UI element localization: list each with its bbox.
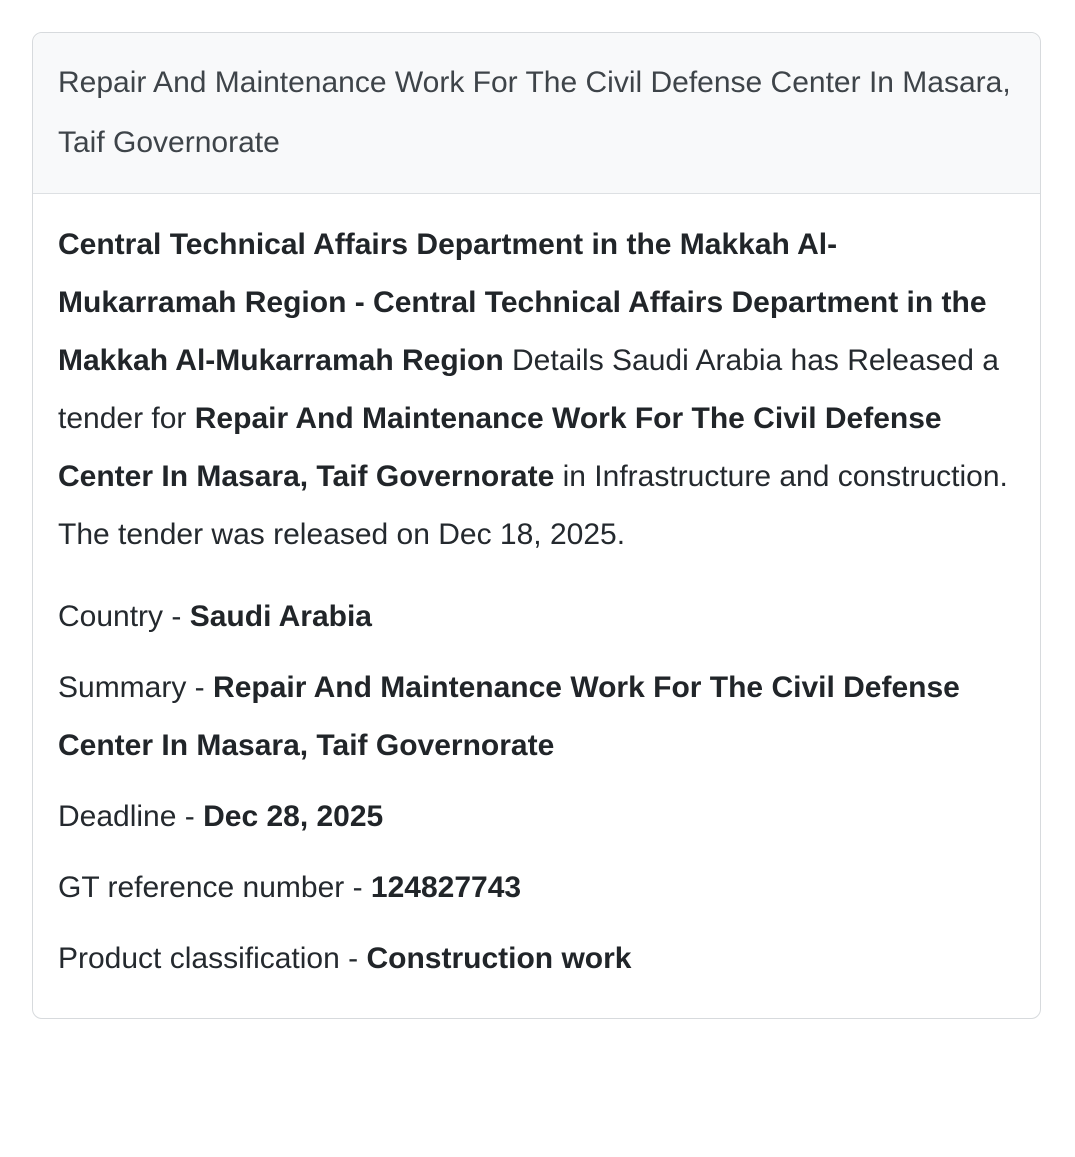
field-label-gt-reference: GT reference number - xyxy=(58,871,363,904)
description-release-sentence: Details Saudi Arabia has Released a tender for xyxy=(58,344,999,435)
field-row-country xyxy=(58,588,1015,646)
field-label-product-classification: Product classification - xyxy=(58,942,359,975)
description-tender-title: Repair And Maintenance Work For The Civil Defense Center In Masara, Taif Governorate xyxy=(58,402,942,493)
field-row-deadline xyxy=(58,788,1015,846)
field-value-deadline: Dec 28, 2025 xyxy=(203,800,384,833)
tender-card xyxy=(32,32,1041,1019)
field-label-country: Country - xyxy=(58,600,182,633)
tender-card-header xyxy=(33,33,1040,194)
tender-card-body xyxy=(33,194,1040,1018)
field-value-product-classification: Construction work xyxy=(366,942,632,975)
field-value-gt-reference: 124827743 xyxy=(370,871,522,904)
field-row-gt-reference xyxy=(58,859,1015,917)
field-row-product-classification xyxy=(58,930,1015,988)
description-category-sentence: in Infrastructure and construction. The tender was released on Dec 18, 2025. xyxy=(58,460,1008,551)
tender-title: Repair And Maintenance Work For The Civil Defense Center In Masara, Taif Governorate xyxy=(58,66,1011,159)
field-value-summary: Repair And Maintenance Work For The Civil Defense Center In Masara, Taif Governorate xyxy=(58,671,960,762)
field-label-deadline: Deadline - xyxy=(58,800,195,833)
field-value-country: Saudi Arabia xyxy=(189,600,372,633)
field-row-summary xyxy=(58,659,1015,775)
field-label-summary: Summary - xyxy=(58,671,205,704)
tender-description xyxy=(58,216,1015,564)
description-organization: Central Technical Affairs Department in the Makkah Al-Mukarramah Region - Central Technical Affairs Department in the Makkah Al-Mukarramah Region xyxy=(58,228,987,377)
